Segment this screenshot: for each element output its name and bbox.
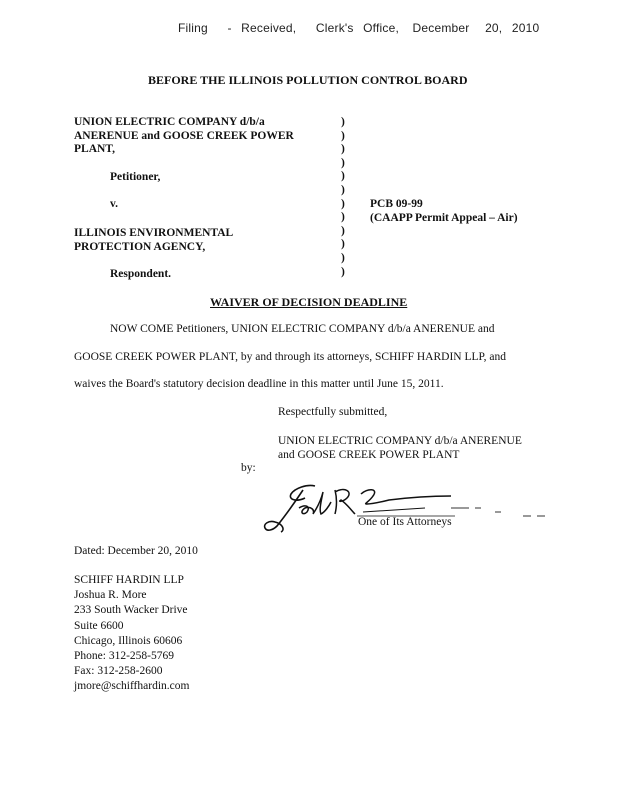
- stamp-month: December: [412, 21, 470, 35]
- body-line-2: GOOSE CREEK POWER PLANT, by and through its attorneys, SCHIFF HARDIN LLP, and: [74, 351, 506, 363]
- dated-line: Dated: December 20, 2010: [74, 545, 198, 557]
- petitioner-line: ANERENUE and GOOSE CREEK POWER: [74, 129, 294, 142]
- body-line-1: NOW COME Petitioners, UNION ELECTRIC COMPANY d/b/a ANERENUE and: [110, 323, 495, 335]
- signature-caption: One of Its Attorneys: [358, 516, 452, 528]
- respondent-line: ILLINOIS ENVIRONMENTAL: [74, 227, 234, 239]
- paren: ): [341, 156, 345, 169]
- firm-phone: Phone: 312-258-5769: [74, 650, 174, 663]
- case-type: (CAAPP Permit Appeal – Air): [370, 212, 518, 224]
- firm-street: 233 South Wacker Drive: [74, 604, 188, 617]
- versus-label: v.: [110, 198, 118, 210]
- petitioner-role: Petitioner,: [110, 171, 161, 183]
- stamp-office: Office,: [363, 21, 399, 35]
- petitioner-line: PLANT,: [74, 143, 115, 155]
- attorney-name: Joshua R. More: [74, 589, 147, 602]
- respondent-role: Respondent.: [110, 268, 172, 280]
- body-line-3: waives the Board's statutory decision deadline in this matter until June 15, 2011.: [74, 378, 444, 390]
- paren: ): [341, 265, 345, 278]
- petitioner-line: UNION ELECTRIC COMPANY d/b/a: [74, 116, 265, 128]
- firm-name: SCHIFF HARDIN LLP: [74, 574, 184, 586]
- paren: ): [341, 129, 345, 142]
- paren: ): [341, 224, 345, 237]
- paren: ): [341, 211, 345, 224]
- waiver-title: WAIVER OF DECISION DEADLINE: [210, 295, 408, 309]
- firm-email: jmore@schiffhardin.com: [74, 680, 190, 693]
- stamp-clerks: Clerk's: [315, 21, 354, 35]
- signatory-block: [278, 434, 522, 462]
- paren: ): [341, 197, 345, 210]
- firm-address: [74, 573, 189, 695]
- firm-suite: Suite 6600: [74, 619, 124, 632]
- document-heading: BEFORE THE ILLINOIS POLLUTION CONTROL BOARD: [148, 73, 468, 87]
- by-label: by:: [241, 462, 256, 474]
- caption-parentheses: [341, 116, 353, 279]
- paren: ): [341, 251, 345, 264]
- signatory-line: UNION ELECTRIC COMPANY d/b/a ANERENUE: [278, 435, 522, 447]
- paren: ): [341, 116, 345, 128]
- signatory-line: and GOOSE CREEK POWER PLANT: [278, 449, 460, 461]
- paren: ): [341, 170, 345, 183]
- stamp-received: - Received,: [227, 21, 297, 35]
- paren: ): [341, 183, 345, 196]
- closing-text: Respectfully submitted,: [278, 406, 388, 418]
- stamp-year: 2010: [511, 21, 540, 35]
- paren: ): [341, 143, 345, 156]
- petitioner-name: [74, 116, 294, 157]
- case-number: PCB 09-99: [370, 198, 423, 210]
- firm-fax: Fax: 312-258-2600: [74, 665, 163, 678]
- paren: ): [341, 238, 345, 251]
- respondent-name: [74, 227, 233, 254]
- respondent-line: PROTECTION AGENCY,: [74, 240, 206, 253]
- filing-stamp: [178, 21, 539, 35]
- stamp-filing: Filing: [178, 21, 208, 35]
- firm-city: Chicago, Illinois 60606: [74, 634, 183, 647]
- stamp-day: 20,: [485, 21, 503, 35]
